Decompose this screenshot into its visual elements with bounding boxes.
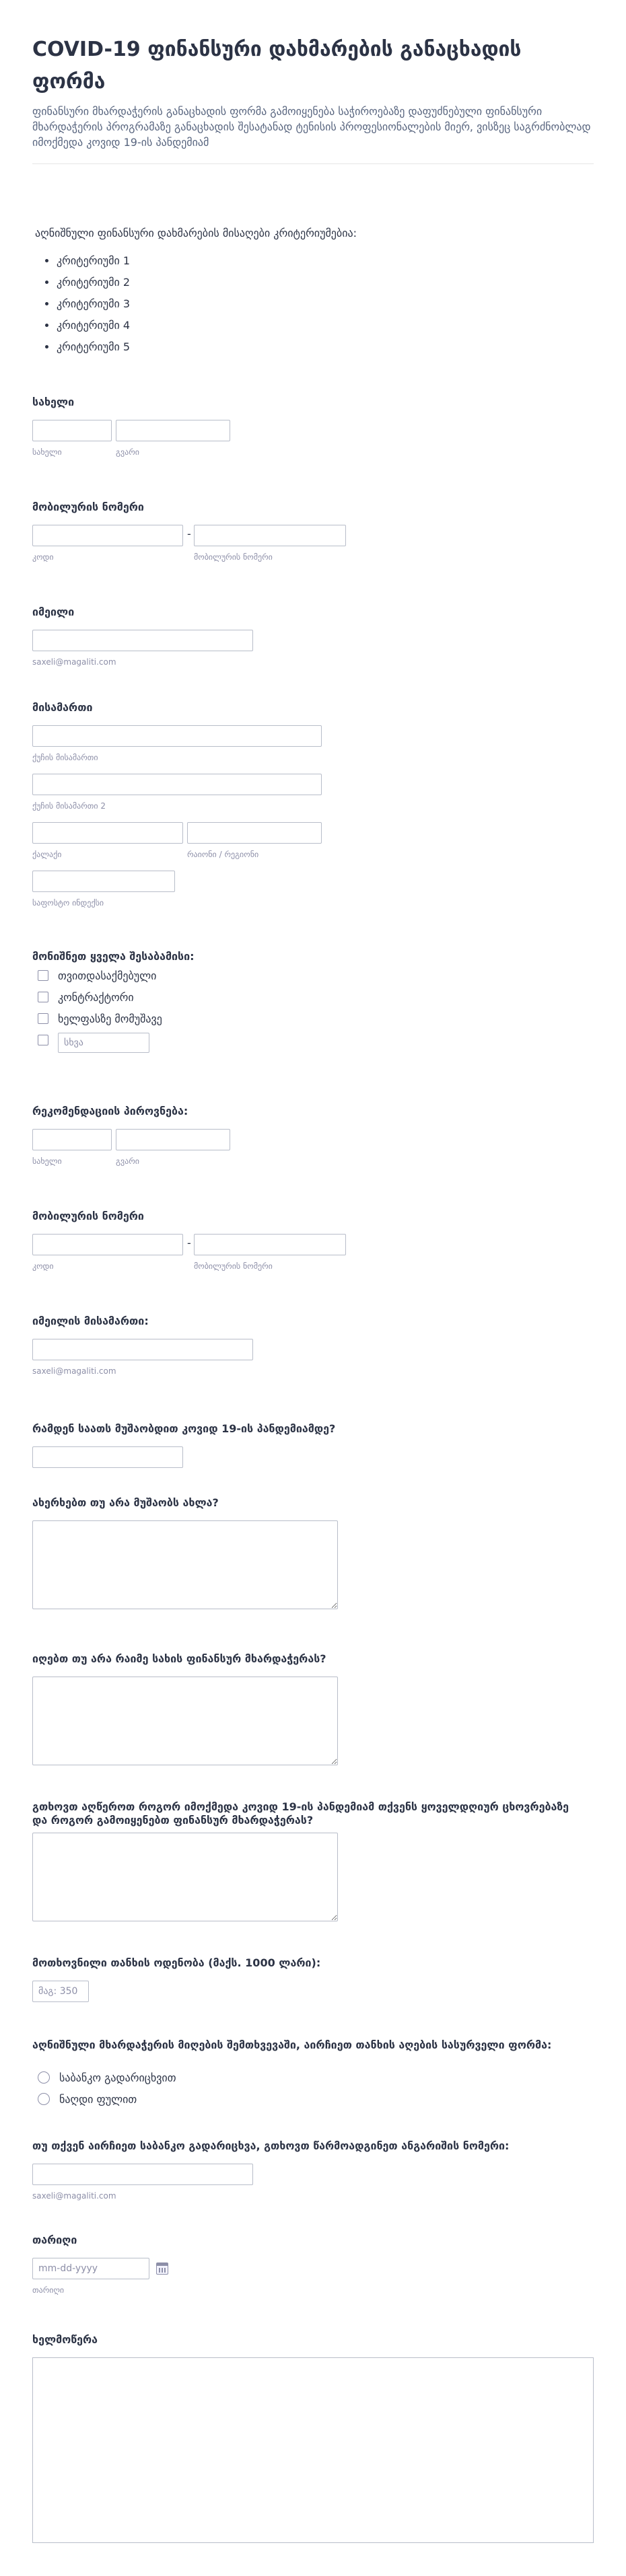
option-cash[interactable] [38,2088,176,2110]
bank-account-field [32,2139,594,2201]
applies-options [38,965,162,1056]
option-other[interactable] [38,1029,162,1056]
option-contractor[interactable] [38,986,162,1008]
working-now-label: ახერხებთ თუ არა მუშაობს ახლა? [32,1496,219,1509]
option-bank-transfer[interactable] [38,2067,176,2088]
bank-account-input[interactable] [32,2164,253,2185]
name-field [32,396,594,457]
bank-account-label: თუ თქვენ აირჩიეთ საბანკო გადარიცხვა, გთხოვთ წარმოადგინეთ ანგარიშის ნომერი: [32,2139,510,2152]
name-label: სახელი [32,396,75,408]
street-address2-input[interactable] [32,774,322,795]
criteria-list [32,250,594,358]
email-input[interactable] [32,630,253,651]
header-divider [32,163,594,164]
checkbox[interactable] [38,1013,48,1024]
hours-label: რამდენ საათს მუშაობდით კოვიდ 19-ის პანდემიამდე? [32,1422,336,1435]
reference-label: რეკომენდაციის პიროვნება: [32,1105,188,1117]
phone-label: მობილურის ნომერი [32,501,144,513]
option-self-employed[interactable] [38,965,162,986]
reference-email-field [32,1315,594,1376]
option-salaried[interactable] [38,1008,162,1029]
impact-label: გთხოვთ აღწეროთ როგორ იმოქმედა კოვიდ 19-ის პანდემიამ თქვენს ყოველდღიურ ცხოვრებაზე და როგორ გამოიყენებთ ფინანსურ მხარდაჭერას? [32,1800,569,1827]
criteria-intro: აღნიშნული ფინანსური დახმარების მისაღები კრიტერიუმებია: [35,227,357,240]
phone-code-input[interactable] [32,525,183,546]
radio[interactable] [38,2071,50,2084]
calendar-icon[interactable] [156,2262,168,2275]
first-name-input[interactable] [32,420,112,441]
reference-phone-code-sublabel: კოდი [32,1261,54,1271]
other-support-field [32,1652,594,1666]
date-label: თარიღი [32,2234,77,2246]
form-title: COVID-19 ფინანსური დახმარების განაცხადის ფორმა [32,38,522,94]
reference-email-input[interactable] [32,1339,253,1360]
other-input[interactable] [58,1033,149,1053]
date-input[interactable] [32,2258,149,2279]
email-sublabel: saxeli@magaliti.com [32,657,116,667]
option-label: კონტრაქტორი [58,990,134,1004]
hours-field [32,1422,594,1436]
reference-last-name-input[interactable] [116,1129,230,1150]
last-name-input[interactable] [116,420,230,441]
phone-field [32,501,594,562]
region-input[interactable] [187,822,322,844]
signature-label: ხელმოწერა [32,2333,98,2346]
phone-number-sublabel: მობილურის ნომერი [194,552,273,562]
working-now-field [32,1496,594,1510]
reference-last-sublabel: გვარი [116,1156,139,1166]
phone-number-input[interactable] [194,525,346,546]
form-subtitle: ფინანსური მხარდაჭერის განაცხადის ფორმა გამოიყენება საჭიროებაზე დაფუძნებული ფინანსური მხარდაჭერის პროგრამაზე განაცხადის შესატანად ტენისის პროფესიონალების მიერ, ვისზეც საგრძნობლად იმოქმედა კოვიდ 19-ის პანდემიამ [32,105,591,149]
reference-first-sublabel: სახელი [32,1156,62,1166]
impact-field [32,1800,594,1827]
payment-method-label: აღნიშნული მხარდაჭერის მიღების შემთხვევაში, აირჩიეთ თანხის აღების სასურველი ფორმა: [32,2038,552,2051]
reference-phone-field [32,1210,594,1271]
email-field [32,605,594,667]
payment-options [38,2067,176,2110]
reference-first-name-input[interactable] [32,1129,112,1150]
postal-code-input[interactable] [32,871,175,892]
bank-account-sublabel: saxeli@magaliti.com [32,2191,116,2201]
option-label: საბანკო გადარიცხვით [59,2071,176,2084]
date-field [32,2234,594,2295]
reference-email-sublabel: saxeli@magaliti.com [32,1366,116,1376]
address-label: მისამართი [32,701,93,714]
hours-input[interactable] [32,1446,183,1468]
reference-phone-number-sublabel: მობილურის ნომერი [194,1261,273,1271]
email-label: იმეილი [32,605,75,618]
phone-dash: - [187,527,191,540]
checkbox[interactable] [38,970,48,981]
criteria-item: • კრიტერიუმი 2 [57,272,594,293]
amount-label: მოთხოვნილი თანხის ოდენობა (მაქს. 1000 ლარი): [32,1956,321,1969]
form-header [32,0,594,164]
reference-phone-code-input[interactable] [32,1234,183,1255]
applies-field [32,950,594,1025]
other-support-textarea[interactable] [32,1677,338,1765]
street-address-input[interactable] [32,725,322,747]
city-input[interactable] [32,822,183,844]
option-label: ნაღდი ფულით [59,2092,137,2106]
other-support-label: იღებთ თუ არა რაიმე სახის ფინანსურ მხარდაჭერას? [32,1652,326,1665]
option-label: ხელფასზე მომუშავე [58,1012,162,1025]
amount-input[interactable] [32,1981,89,2002]
address-field [32,701,594,908]
radio[interactable] [38,2093,50,2105]
option-label: თვითდასაქმებული [58,969,157,982]
amount-field [32,1956,594,1970]
reference-phone-number-input[interactable] [194,1234,346,1255]
criteria-item: • კრიტერიუმი 5 [57,336,594,358]
applies-label: მონიშნეთ ყველა შესაბამისი: [32,950,195,963]
checkbox[interactable] [38,992,48,1002]
checkbox[interactable] [38,1035,48,1045]
reference-phone-label: მობილურის ნომერი [32,1210,144,1222]
application-form [32,0,594,2346]
reference-field [32,1105,594,1166]
phone-dash: - [187,1237,191,1249]
date-sublabel: თარიღი [32,2285,65,2295]
reference-email-label: იმეილის მისამართი: [32,1315,149,1327]
signature-field [32,2333,594,2347]
postal-code-sublabel: საფოსტო ინდექსი [32,898,104,908]
criteria-item: • კრიტერიუმი 3 [57,293,594,315]
street-address-sublabel: ქუჩის მისამართი [32,753,98,762]
working-now-textarea[interactable] [32,1520,338,1609]
street-address2-sublabel: ქუჩის მისამართი 2 [32,801,106,811]
payment-method-field [32,2038,594,2106]
criteria-item: • კრიტერიუმი 1 [57,250,594,272]
criteria-section [32,226,594,358]
phone-code-sublabel: კოდი [32,552,54,562]
impact-textarea[interactable] [32,1833,338,1921]
signature-pad[interactable] [32,2357,594,2543]
first-name-sublabel: სახელი [32,447,62,457]
last-name-sublabel: გვარი [116,447,139,457]
criteria-item: • კრიტერიუმი 4 [57,315,594,336]
city-sublabel: ქალაქი [32,850,62,859]
region-sublabel: რაიონი / რეგიონი [187,850,259,859]
